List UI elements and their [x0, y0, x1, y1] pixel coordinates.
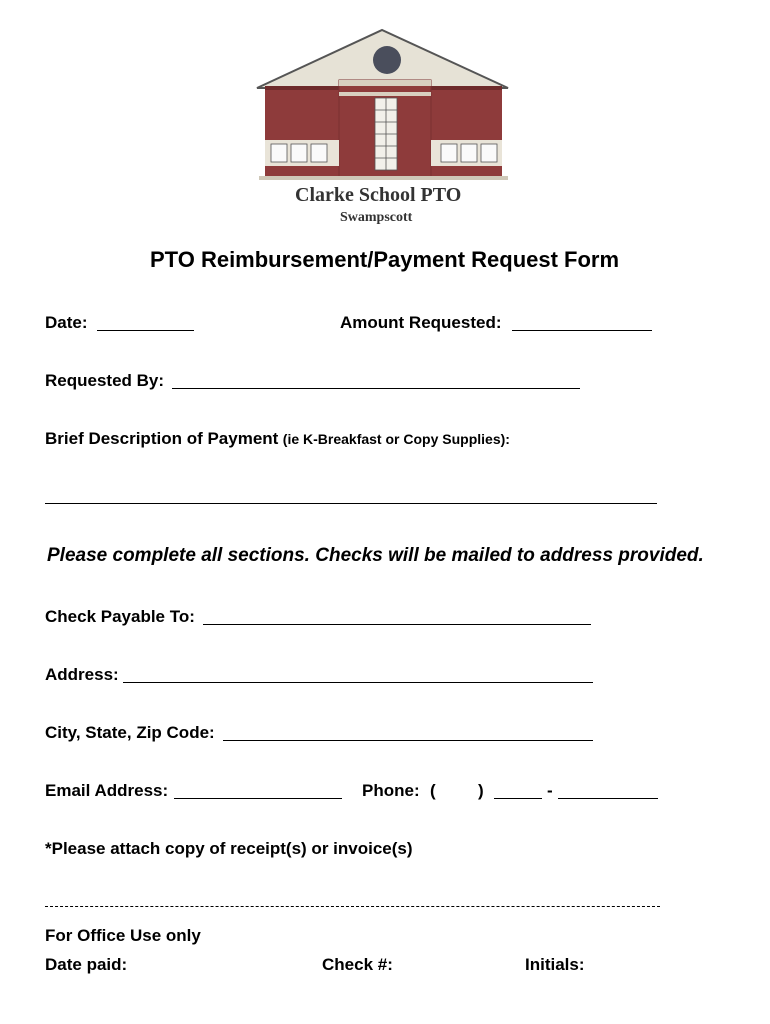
phone-open-paren: ( [430, 781, 436, 800]
email-field[interactable] [174, 798, 342, 799]
payable-label: Check Payable To: [45, 607, 195, 626]
form-title: PTO Reimbursement/Payment Request Form [150, 247, 620, 272]
phone-prefix-field[interactable] [494, 798, 542, 799]
description-hint: (ie K-Breakfast or Copy Supplies): [282, 431, 510, 447]
school-building-icon [255, 28, 510, 183]
logo-town: Swampscott [340, 210, 413, 225]
date-label: Date: [45, 313, 88, 332]
check-number-label: Check #: [322, 955, 393, 974]
description-row [45, 429, 510, 449]
email-label: Email Address: [45, 781, 169, 800]
phone-label: Phone: [362, 781, 420, 800]
description-field[interactable] [45, 503, 657, 504]
office-heading: For Office Use only [45, 926, 201, 945]
requested-by-field[interactable] [172, 388, 580, 389]
date-field[interactable] [97, 330, 194, 331]
payable-field[interactable] [203, 624, 591, 625]
address-field[interactable] [123, 682, 593, 683]
phone-close-paren: ) [478, 781, 484, 800]
city-field[interactable] [223, 740, 593, 741]
description-label: Brief Description of Payment [45, 429, 279, 448]
school-logo [255, 28, 510, 183]
notice-text: Please complete all sections. Checks will be mailed to address provided. [47, 545, 704, 566]
office-divider [45, 906, 660, 907]
date-paid-label: Date paid: [45, 955, 128, 974]
phone-dash: - [547, 781, 553, 800]
attach-note: *Please attach copy of receipt(s) or invoice(s) [45, 839, 413, 858]
city-label: City, State, Zip Code: [45, 723, 215, 742]
initials-label: Initials: [525, 955, 585, 974]
logo-school-name: Clarke School PTO [295, 184, 462, 206]
address-label: Address: [45, 665, 119, 684]
phone-number-field[interactable] [558, 798, 658, 799]
amount-field[interactable] [512, 330, 652, 331]
requested-by-label: Requested By: [45, 371, 165, 390]
amount-label: Amount Requested: [340, 313, 502, 332]
